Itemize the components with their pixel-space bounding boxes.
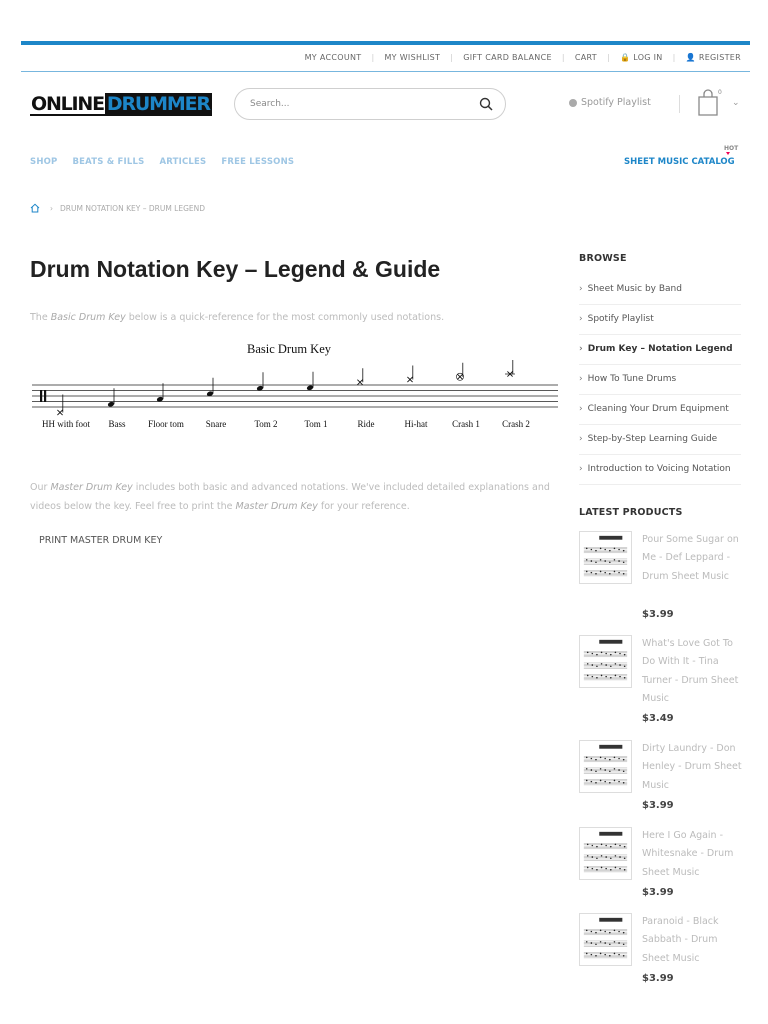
thumb-note bbox=[587, 675, 589, 677]
thumb-note bbox=[609, 782, 611, 784]
browse-item-learning-guide[interactable] bbox=[579, 425, 741, 455]
thumb-note bbox=[604, 758, 606, 760]
thumb-note bbox=[610, 677, 612, 679]
thumb-note bbox=[614, 559, 616, 561]
thumb-note bbox=[619, 664, 621, 666]
nav-free-lessons[interactable]: FREE LESSONS bbox=[221, 157, 295, 167]
spotify-icon bbox=[569, 99, 577, 107]
thumb-note bbox=[596, 654, 598, 656]
thumb-heading-block bbox=[599, 640, 622, 644]
thumb-note bbox=[604, 560, 606, 562]
thumb-note bbox=[618, 781, 620, 783]
thumb-heading-block bbox=[599, 832, 622, 836]
drum-key-label: Tom 2 bbox=[254, 419, 278, 429]
para-emphasis-2: Master Drum Key bbox=[235, 501, 318, 512]
thumb-note bbox=[600, 548, 602, 550]
nav-sheet-music-catalog[interactable]: SHEET MUSIC CATALOG bbox=[624, 157, 735, 167]
thumb-note bbox=[614, 548, 616, 550]
thumb-note bbox=[619, 868, 621, 870]
log-in-link[interactable]: LOG IN bbox=[633, 53, 663, 62]
para-text-2: includes both basic and advanced notations. We've included detailed explanations and videos below the key. Feel free to print the bbox=[30, 482, 550, 512]
product-price: $3.99 bbox=[642, 800, 674, 811]
drum-key-label: Ride bbox=[357, 419, 375, 429]
drum-note bbox=[407, 366, 412, 383]
thumb-note bbox=[604, 931, 606, 933]
thumb-note bbox=[595, 550, 597, 552]
thumb-note bbox=[604, 781, 606, 783]
thumb-note bbox=[591, 572, 593, 574]
browse-item-label: Step-by-Step Learning Guide bbox=[587, 434, 718, 444]
thumb-note bbox=[614, 571, 616, 573]
user-plus-icon: 👤 bbox=[685, 53, 696, 62]
thumb-note bbox=[591, 758, 593, 760]
thumb-note bbox=[591, 769, 593, 771]
intro-text-end: below is a quick-reference for the most commonly used notations. bbox=[125, 312, 445, 323]
product-thumbnail[interactable] bbox=[579, 827, 632, 880]
browse-item-cleaning-equipment[interactable] bbox=[579, 395, 741, 425]
thumb-note bbox=[592, 653, 594, 655]
chevron-right-icon: › bbox=[579, 404, 583, 414]
drum-key-label: Floor tom bbox=[148, 419, 184, 429]
thumb-note bbox=[623, 573, 625, 575]
chevron-right-icon: › bbox=[579, 284, 583, 294]
thumb-note bbox=[609, 573, 611, 575]
breadcrumb bbox=[30, 203, 205, 213]
thumb-note bbox=[618, 572, 620, 574]
thumb-note bbox=[600, 953, 602, 955]
thumb-note bbox=[604, 942, 606, 944]
chevron-right-icon: › bbox=[579, 374, 583, 384]
drum-note bbox=[306, 372, 314, 391]
gift-card-balance-link[interactable]: GIFT CARD BALANCE bbox=[463, 53, 552, 62]
print-master-drum-key-link[interactable]: PRINT MASTER DRUM KEY bbox=[39, 535, 163, 546]
thumb-note bbox=[609, 955, 611, 957]
drum-note bbox=[156, 383, 164, 402]
browse-item-label: How To Tune Drums bbox=[587, 374, 677, 384]
nav-separator: | bbox=[450, 53, 454, 62]
drum-note bbox=[206, 378, 214, 397]
cart-count-badge: 0 bbox=[718, 89, 722, 96]
drum-key-label: Crash 1 bbox=[452, 419, 480, 429]
page-title: Drum Notation Key – Legend & Guide bbox=[30, 256, 441, 282]
master-key-paragraph bbox=[30, 478, 560, 516]
main-nav bbox=[30, 157, 294, 167]
thumb-note bbox=[618, 769, 620, 771]
header-divider bbox=[21, 71, 750, 72]
thumb-note bbox=[600, 559, 602, 561]
top-accent-bar bbox=[21, 41, 750, 45]
browse-item-voicing-notation[interactable] bbox=[579, 455, 741, 485]
thumb-note bbox=[609, 943, 611, 945]
thumb-note bbox=[615, 867, 617, 869]
thumb-note bbox=[609, 759, 611, 761]
thumb-note bbox=[619, 653, 621, 655]
percussion-clef bbox=[44, 390, 46, 402]
product-price: $3.99 bbox=[642, 609, 674, 620]
drum-note bbox=[505, 360, 515, 377]
thumb-note bbox=[591, 781, 593, 783]
browse-item-spotify-playlist[interactable] bbox=[579, 305, 741, 335]
para-text-3: for your reference. bbox=[317, 501, 410, 512]
cart-link[interactable]: CART bbox=[574, 53, 597, 62]
thumb-note bbox=[604, 954, 606, 956]
logo-text-drummer: DRUMMER bbox=[106, 93, 210, 115]
nav-separator: | bbox=[672, 53, 676, 62]
drum-key-label: Tom 1 bbox=[304, 419, 328, 429]
hot-badge: HOT bbox=[724, 145, 739, 152]
thumb-note bbox=[595, 573, 597, 575]
thumb-note bbox=[623, 955, 625, 957]
thumb-note bbox=[596, 677, 598, 679]
thumb-note bbox=[596, 857, 598, 859]
thumb-note bbox=[609, 550, 611, 552]
thumb-note bbox=[615, 844, 617, 846]
search-bar bbox=[234, 88, 506, 120]
product-price: $3.49 bbox=[642, 713, 674, 724]
drum-note bbox=[456, 363, 463, 381]
thumb-note bbox=[614, 757, 616, 759]
thumb-note bbox=[605, 868, 607, 870]
thumb-note bbox=[614, 953, 616, 955]
nav-separator: | bbox=[371, 53, 375, 62]
thumb-note bbox=[605, 856, 607, 858]
nav-beats-fills[interactable]: BEATS & FILLS bbox=[72, 157, 145, 167]
thumb-note bbox=[618, 560, 620, 562]
hot-badge-pointer bbox=[726, 152, 730, 155]
chevron-down-icon[interactable]: ⌄ bbox=[732, 98, 740, 108]
thumb-note bbox=[624, 869, 626, 871]
thumb-note bbox=[615, 855, 617, 857]
header-separator bbox=[679, 95, 680, 113]
thumb-note bbox=[624, 846, 626, 848]
browse-item-tune-drums[interactable] bbox=[579, 365, 741, 395]
chevron-right-icon: › bbox=[579, 344, 583, 354]
thumb-note bbox=[586, 930, 588, 932]
thumb-note bbox=[586, 757, 588, 759]
shopping-bag-icon[interactable] bbox=[697, 89, 719, 117]
product-title-link[interactable]: What's Love Got To Do With It - Tina Turner - Drum Sheet Music bbox=[642, 638, 739, 704]
thumb-note bbox=[618, 758, 620, 760]
thumb-note bbox=[587, 844, 589, 846]
thumb-note bbox=[618, 954, 620, 956]
browse-item-label: Cleaning Your Drum Equipment bbox=[587, 404, 729, 414]
thumb-note bbox=[610, 665, 612, 667]
product-price: $3.99 bbox=[642, 887, 674, 898]
nav-separator: | bbox=[561, 53, 565, 62]
product-thumbnail[interactable] bbox=[579, 635, 632, 688]
thumb-note bbox=[587, 867, 589, 869]
thumb-note bbox=[596, 665, 598, 667]
thumb-note bbox=[586, 548, 588, 550]
product-title-link[interactable]: Paranoid - Black Sabbath - Drum Sheet Music bbox=[642, 916, 719, 964]
thumb-note bbox=[604, 769, 606, 771]
thumb-note bbox=[615, 675, 617, 677]
thumb-note bbox=[595, 759, 597, 761]
browse-item-label: Sheet Music by Band bbox=[587, 284, 682, 294]
thumb-note bbox=[601, 844, 603, 846]
product-title-link[interactable]: Here I Go Again - Whitesnake - Drum Sheet Music bbox=[642, 830, 734, 878]
drum-key-label: Bass bbox=[108, 419, 126, 429]
nav-separator: | bbox=[606, 53, 610, 62]
spotify-playlist-link[interactable] bbox=[569, 97, 651, 108]
thumb-note bbox=[595, 782, 597, 784]
thumb-note bbox=[586, 768, 588, 770]
product-thumbnail[interactable] bbox=[579, 531, 632, 584]
search-icon[interactable] bbox=[479, 97, 493, 111]
thumb-note bbox=[592, 845, 594, 847]
thumb-note bbox=[591, 954, 593, 956]
drum-note bbox=[357, 368, 362, 385]
thumb-note bbox=[619, 845, 621, 847]
thumb-note bbox=[591, 560, 593, 562]
thumb-note bbox=[592, 856, 594, 858]
site-logo[interactable] bbox=[30, 93, 212, 116]
thumb-note bbox=[595, 932, 597, 934]
thumb-note bbox=[615, 663, 617, 665]
my-wishlist-link[interactable]: MY WISHLIST bbox=[384, 53, 441, 62]
thumb-heading-block bbox=[599, 745, 622, 749]
logo-text-online: ONLINE bbox=[31, 93, 104, 115]
thumb-note bbox=[586, 780, 588, 782]
thumb-note bbox=[595, 770, 597, 772]
product-thumbnail[interactable] bbox=[579, 913, 632, 966]
thumb-note bbox=[600, 768, 602, 770]
thumb-note bbox=[596, 846, 598, 848]
thumb-note bbox=[592, 664, 594, 666]
thumb-note bbox=[601, 652, 603, 654]
browse-item-drum-key[interactable] bbox=[579, 335, 741, 365]
register-link[interactable]: REGISTER bbox=[698, 53, 741, 62]
thumb-note bbox=[619, 856, 621, 858]
thumb-note bbox=[614, 930, 616, 932]
drum-key-title: Basic Drum Key bbox=[246, 342, 332, 356]
percussion-clef bbox=[40, 390, 42, 402]
thumb-note bbox=[610, 654, 612, 656]
thumb-note bbox=[587, 663, 589, 665]
product-title-link[interactable]: Dirty Laundry - Don Henley - Drum Sheet Music bbox=[642, 743, 742, 791]
drum-key-label: Hi-hat bbox=[404, 419, 428, 429]
thumb-note bbox=[605, 845, 607, 847]
chevron-right-icon: › bbox=[579, 434, 583, 444]
thumb-note bbox=[600, 941, 602, 943]
thumb-note bbox=[586, 559, 588, 561]
thumb-note bbox=[623, 782, 625, 784]
browse-list bbox=[579, 275, 741, 485]
chevron-right-icon: › bbox=[50, 203, 53, 213]
thumb-note bbox=[601, 867, 603, 869]
thumb-note bbox=[592, 676, 594, 678]
thumb-note bbox=[610, 846, 612, 848]
thumb-note bbox=[614, 941, 616, 943]
thumb-note bbox=[586, 941, 588, 943]
intro-emphasis: Basic Drum Key bbox=[50, 312, 126, 323]
thumb-note bbox=[615, 652, 617, 654]
my-account-link[interactable]: MY ACCOUNT bbox=[304, 53, 362, 62]
thumb-note bbox=[586, 571, 588, 573]
thumb-note bbox=[600, 930, 602, 932]
thumb-note bbox=[595, 943, 597, 945]
thumb-note bbox=[591, 549, 593, 551]
thumb-note bbox=[623, 943, 625, 945]
thumb-note bbox=[614, 780, 616, 782]
product-price: $3.99 bbox=[642, 973, 674, 984]
thumb-heading-block bbox=[599, 918, 622, 922]
lock-icon: 🔒 bbox=[619, 53, 631, 62]
thumb-note bbox=[624, 857, 626, 859]
browse-item-sheet-music-by-band[interactable] bbox=[579, 275, 741, 305]
thumb-note bbox=[587, 652, 589, 654]
chevron-right-icon: › bbox=[579, 314, 583, 324]
thumb-note bbox=[605, 676, 607, 678]
thumb-note bbox=[610, 857, 612, 859]
thumb-note bbox=[600, 780, 602, 782]
thumb-note bbox=[623, 770, 625, 772]
drum-note bbox=[57, 395, 62, 416]
browse-item-label: Drum Key – Notation Legend bbox=[587, 344, 733, 354]
product-thumbnail[interactable] bbox=[579, 740, 632, 793]
thumb-note bbox=[605, 664, 607, 666]
search-input[interactable] bbox=[250, 99, 479, 109]
drum-key-labels bbox=[42, 419, 530, 429]
thumb-note bbox=[623, 932, 625, 934]
product-title-link[interactable]: Pour Some Sugar on Me - Def Leppard - Drum Sheet Music bbox=[642, 534, 739, 582]
para-emphasis-1: Master Drum Key bbox=[50, 482, 133, 493]
thumb-note bbox=[601, 675, 603, 677]
intro-text bbox=[30, 312, 444, 323]
thumb-note bbox=[592, 868, 594, 870]
thumb-note bbox=[601, 855, 603, 857]
browse-item-label: Introduction to Voicing Notation bbox=[587, 464, 731, 474]
home-icon[interactable] bbox=[30, 203, 40, 213]
thumb-note bbox=[587, 855, 589, 857]
thumb-note bbox=[596, 869, 598, 871]
thumb-note bbox=[591, 942, 593, 944]
thumb-note bbox=[604, 572, 606, 574]
nav-articles[interactable]: ARTICLES bbox=[159, 157, 207, 167]
thumb-note bbox=[618, 931, 620, 933]
thumb-note bbox=[624, 665, 626, 667]
thumb-note bbox=[623, 561, 625, 563]
thumb-note bbox=[618, 942, 620, 944]
thumb-note bbox=[623, 550, 625, 552]
drum-note bbox=[256, 372, 264, 391]
drum-key-label: Snare bbox=[205, 419, 227, 429]
browse-item-label: Spotify Playlist bbox=[587, 314, 654, 324]
latest-products-heading: LATEST PRODUCTS bbox=[579, 507, 683, 518]
thumb-note bbox=[586, 953, 588, 955]
thumb-note bbox=[591, 931, 593, 933]
spotify-playlist-label: Spotify Playlist bbox=[581, 97, 651, 108]
thumb-note bbox=[614, 768, 616, 770]
top-utility-nav bbox=[305, 53, 741, 62]
sidebar bbox=[579, 253, 741, 518]
breadcrumb-current: DRUM NOTATION KEY – DRUM LEGEND bbox=[60, 203, 206, 213]
thumb-note bbox=[605, 653, 607, 655]
thumb-note bbox=[624, 677, 626, 679]
browse-heading: BROWSE bbox=[579, 253, 627, 264]
thumb-note bbox=[600, 571, 602, 573]
thumb-note bbox=[609, 932, 611, 934]
drum-key-label: Crash 2 bbox=[502, 419, 530, 429]
thumb-note bbox=[610, 869, 612, 871]
nav-shop[interactable]: SHOP bbox=[30, 157, 58, 167]
thumb-note bbox=[595, 561, 597, 563]
thumb-note bbox=[595, 955, 597, 957]
thumb-heading-block bbox=[599, 536, 622, 540]
thumb-note bbox=[619, 676, 621, 678]
drum-key-label: HH with foot bbox=[42, 419, 90, 429]
thumb-note bbox=[618, 549, 620, 551]
thumb-note bbox=[604, 549, 606, 551]
thumb-note bbox=[609, 770, 611, 772]
intro-text-start: The bbox=[30, 312, 51, 323]
thumb-note bbox=[600, 757, 602, 759]
drum-note bbox=[107, 388, 115, 407]
thumb-note bbox=[624, 654, 626, 656]
thumb-note bbox=[609, 561, 611, 563]
chevron-right-icon: › bbox=[579, 464, 583, 474]
basic-drum-key-figure bbox=[30, 336, 560, 436]
thumb-note bbox=[623, 759, 625, 761]
thumb-note bbox=[601, 663, 603, 665]
para-text-1: Our bbox=[30, 482, 51, 493]
